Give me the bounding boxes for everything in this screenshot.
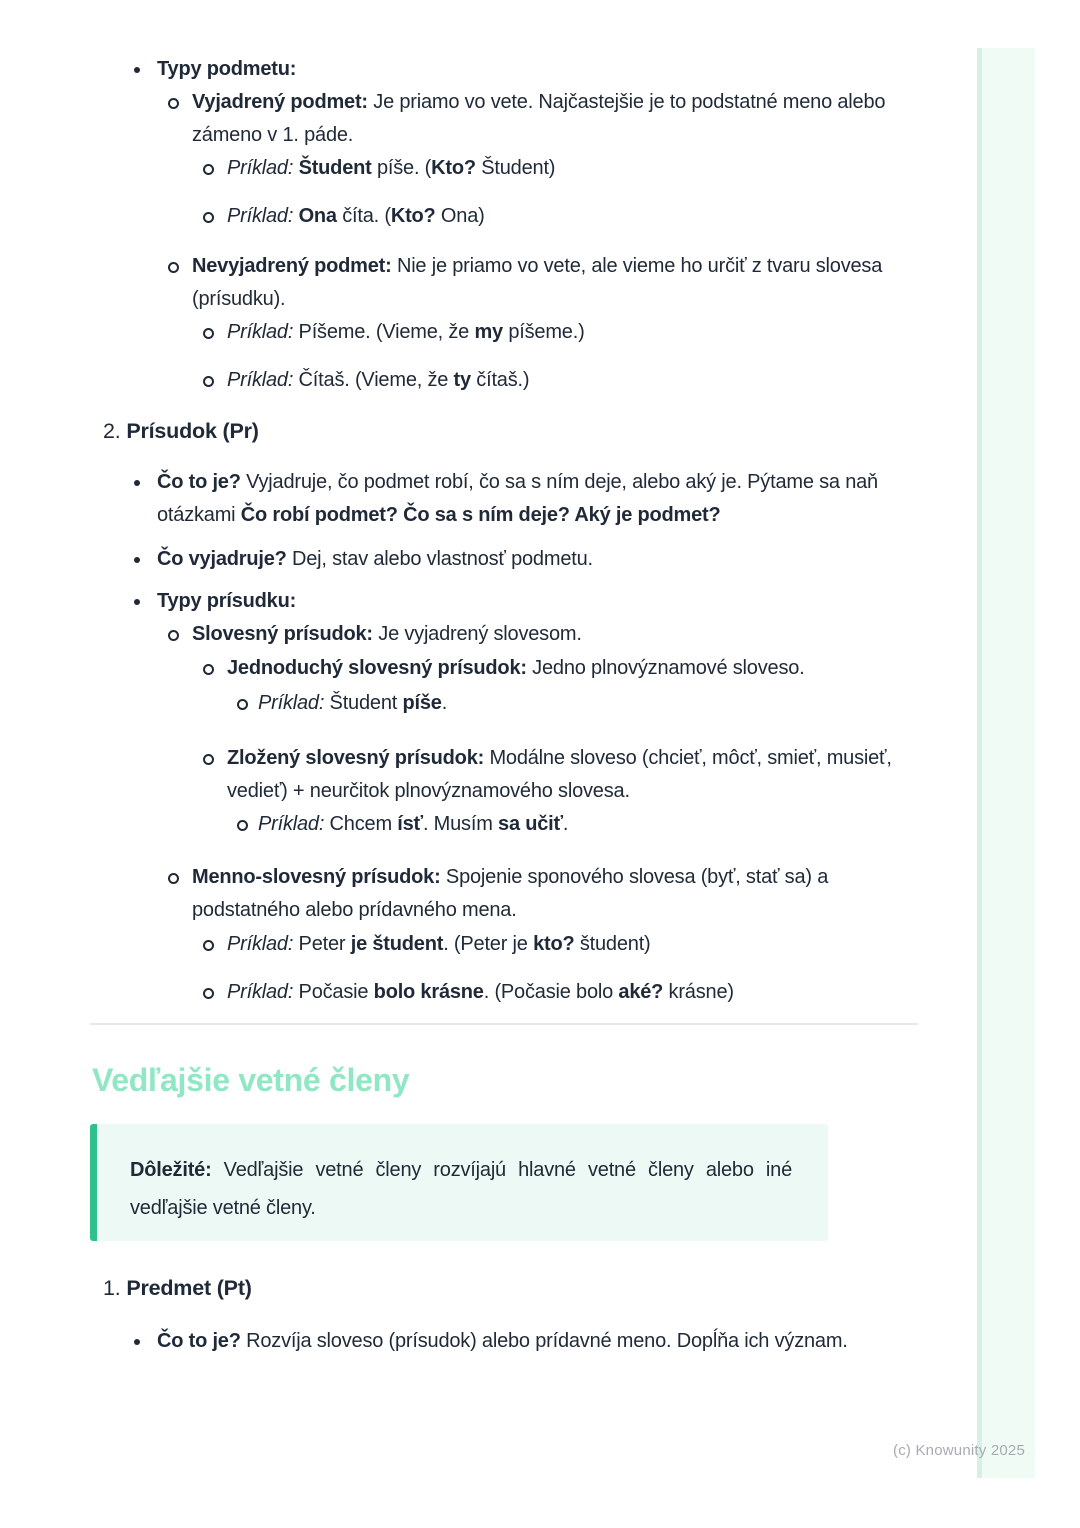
- text-segment: Zložený slovesný prísudok:: [227, 747, 485, 769]
- text-segment: ty: [453, 369, 471, 391]
- bullet-list: [90, 466, 918, 1009]
- list-item: [168, 861, 918, 927]
- text-segment: kto?: [533, 933, 575, 955]
- list-item: [168, 618, 918, 651]
- text-segment: číta. (: [336, 205, 391, 227]
- text-segment: Rozvíja sloveso (prísudok) alebo prídavné meno. Dopĺňa ich význam.: [240, 1330, 848, 1352]
- text-segment: .: [441, 692, 448, 714]
- text-segment: Čo vyjadruje?: [157, 548, 287, 570]
- list-item: [203, 976, 918, 1009]
- callout-text: [130, 1151, 792, 1227]
- bullet-icon: [134, 1325, 157, 1345]
- circle-icon: [203, 316, 227, 339]
- text-segment: Peter: [293, 933, 351, 955]
- numbered-heading: [90, 416, 918, 446]
- bullet-icon: [134, 53, 157, 73]
- text-segment: Chcem: [324, 813, 398, 835]
- text-segment: Spojenie sponového slovesa (byť, stať sa) a podstatného alebo prídavného mena.: [192, 866, 829, 921]
- list-item-text: [157, 53, 918, 86]
- text-segment: Dej, stav alebo vlastnosť podmetu.: [286, 548, 593, 570]
- list-item-text: [227, 928, 918, 961]
- text-segment: Nevyjadrený podmet:: [192, 255, 392, 277]
- text-segment: Príklad:: [227, 321, 294, 343]
- text-segment: Čo to je?: [157, 1330, 241, 1352]
- list-item: [237, 687, 918, 720]
- text-segment: čítaš.): [470, 369, 530, 391]
- bullet-list: [90, 1325, 918, 1358]
- text-segment: Menno-slovesný prísudok:: [192, 866, 441, 888]
- list-item: [203, 652, 918, 685]
- circle-icon: [203, 976, 227, 999]
- text-segment: ísť: [397, 813, 423, 835]
- list-item: [203, 200, 918, 233]
- list-item: [203, 152, 918, 185]
- heading-number: 2.: [103, 419, 121, 443]
- circle-icon: [203, 152, 227, 175]
- text-segment: Dôležité:: [130, 1159, 212, 1181]
- circle-icon: [203, 200, 227, 223]
- circle-icon: [237, 808, 258, 831]
- text-segment: . (Počasie bolo: [483, 981, 619, 1003]
- text-segment: Vyjadruje, čo podmet robí, čo sa s ním deje, alebo aký je. Pýtame sa naň otázkami: [157, 471, 878, 526]
- list-item: [203, 364, 918, 397]
- list-item-text: [227, 152, 918, 185]
- circle-icon: [203, 652, 227, 675]
- circle-icon: [168, 618, 192, 641]
- text-segment: .: [562, 813, 569, 835]
- text-segment: píše: [402, 692, 442, 714]
- text-segment: Píšeme. (Vieme, že: [293, 321, 475, 343]
- text-segment: študent): [574, 933, 651, 955]
- list-item: [134, 1325, 918, 1358]
- text-segment: Študent: [324, 692, 403, 714]
- text-segment: Príklad:: [227, 933, 294, 955]
- text-segment: Čo to je?: [157, 471, 241, 493]
- text-segment: Príklad:: [258, 813, 325, 835]
- list-item: [203, 316, 918, 349]
- text-segment: je študent: [350, 933, 444, 955]
- numbered-heading: [90, 1273, 918, 1303]
- list-item-text: [157, 585, 918, 618]
- text-segment: Modálne sloveso (chcieť, môcť, smieť, musieť, vedieť) + neurčitok plnovýznamového slovesa.: [227, 747, 892, 802]
- bullet-list: [90, 53, 918, 397]
- list-item-text: [227, 976, 918, 1009]
- text-segment: Príklad:: [227, 205, 294, 227]
- text-segment: Príklad:: [227, 157, 294, 179]
- text-segment: sa učiť: [498, 813, 563, 835]
- list-item-text: [157, 543, 918, 576]
- list-item-text: [227, 316, 918, 349]
- text-segment: Ona): [435, 205, 485, 227]
- text-segment: Príklad:: [227, 981, 294, 1003]
- text-segment: Vedľajšie vetné členy rozvíjajú hlavné vetné členy alebo iné vedľajšie vetné členy.: [130, 1159, 792, 1219]
- list-item: [134, 466, 918, 532]
- list-item-text: [192, 250, 918, 316]
- text-segment: Študent): [475, 157, 556, 179]
- divider: [90, 1023, 918, 1025]
- text-segment: Typy prísudku:: [157, 590, 297, 612]
- text-segment: bolo krásne: [373, 981, 484, 1003]
- text-segment: Čo robí podmet? Čo sa s ním deje? Aký je podmet?: [240, 504, 721, 526]
- list-item-text: [192, 861, 918, 927]
- text-segment: Príklad:: [258, 692, 325, 714]
- bullet-icon: [134, 466, 157, 486]
- text-segment: Je priamo vo vete. Najčastejšie je to podstatné meno alebo zámeno v 1. páde.: [192, 91, 886, 146]
- text-segment: Ona: [298, 205, 337, 227]
- list-item: [237, 808, 918, 841]
- list-item: [134, 585, 918, 618]
- text-segment: Jednoduchý slovesný prísudok:: [227, 657, 527, 679]
- circle-icon: [237, 687, 258, 710]
- circle-icon: [168, 861, 192, 884]
- text-segment: aké?: [618, 981, 664, 1003]
- text-segment: Kto?: [431, 157, 476, 179]
- list-item: [134, 543, 918, 576]
- list-item: [134, 53, 918, 86]
- list-item-text: [192, 618, 918, 651]
- text-segment: píšeme.): [502, 321, 585, 343]
- heading-number: 1.: [103, 1276, 121, 1300]
- document-body: [90, 53, 918, 1358]
- text-segment: . (Peter je: [443, 933, 534, 955]
- list-item: [168, 250, 918, 316]
- list-item-text: [258, 808, 918, 841]
- watermark-text: (c) Knowunity 2025: [893, 1442, 1026, 1459]
- circle-icon: [203, 742, 227, 765]
- callout: [90, 1124, 828, 1241]
- text-segment: Počasie: [293, 981, 374, 1003]
- text-segment: Vyjadrený podmet:: [192, 91, 368, 113]
- text-segment: Čítaš. (Vieme, že: [293, 369, 454, 391]
- text-segment: Slovesný prísudok:: [192, 623, 373, 645]
- list-item: [168, 86, 918, 152]
- heading-title: Predmet (Pt): [126, 1276, 252, 1300]
- list-item-text: [227, 200, 918, 233]
- text-segment: . Musím: [422, 813, 499, 835]
- list-item-text: [157, 1325, 918, 1358]
- text-segment: Nie je priamo vo vete, ale vieme ho určiť z tvaru slovesa (prísudku).: [192, 255, 883, 310]
- text-segment: Je vyjadrený slovesom.: [372, 623, 582, 645]
- circle-icon: [168, 86, 192, 109]
- text-segment: Kto?: [390, 205, 436, 227]
- list-item-text: [157, 466, 918, 532]
- text-segment: píše. (: [371, 157, 432, 179]
- list-item: [203, 742, 918, 808]
- list-item-text: [192, 86, 918, 152]
- text-segment: Príklad:: [227, 369, 294, 391]
- bullet-icon: [134, 585, 157, 605]
- list-item-text: [258, 687, 918, 720]
- list-item: [203, 928, 918, 961]
- text-segment: Jedno plnovýznamové sloveso.: [526, 657, 805, 679]
- list-item-text: [227, 652, 918, 685]
- text-segment: Typy podmetu:: [157, 58, 297, 80]
- page-margin-stripe: [977, 48, 1035, 1478]
- circle-icon: [203, 928, 227, 951]
- text-segment: Študent: [298, 157, 372, 179]
- text-segment: my: [474, 321, 503, 343]
- bullet-icon: [134, 543, 157, 563]
- list-item-text: [227, 364, 918, 397]
- heading-title: Prísudok (Pr): [126, 419, 259, 443]
- circle-icon: [203, 364, 227, 387]
- list-item-text: [227, 742, 918, 808]
- section-title: Vedľajšie vetné členy: [92, 1062, 410, 1098]
- circle-icon: [168, 250, 192, 273]
- text-segment: krásne): [663, 981, 734, 1003]
